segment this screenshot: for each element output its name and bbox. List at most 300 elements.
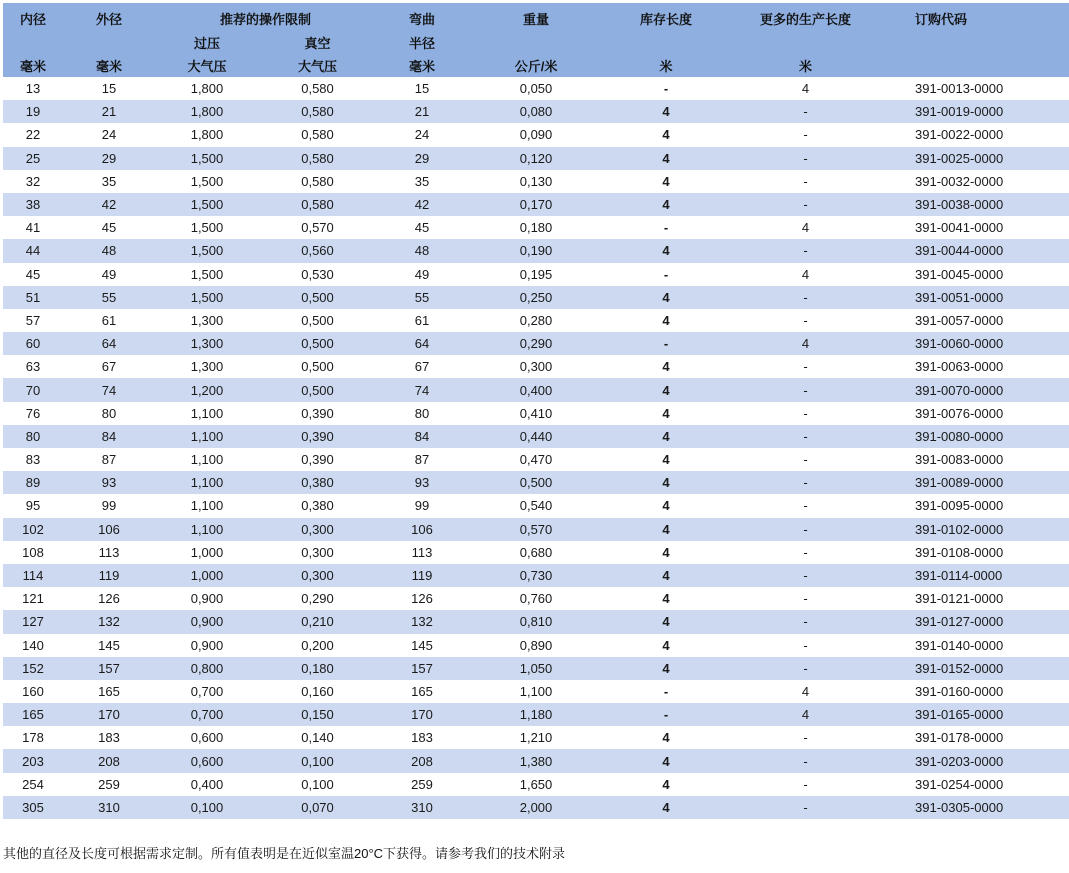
cell-order-code: 391-0045-0000 (915, 266, 1004, 282)
unit-inner-diameter: 毫米 (19, 58, 46, 74)
cell-vacuum: 0,300 (301, 568, 334, 584)
cell-stock-length: 4 (662, 127, 670, 143)
cell-inner-diameter: 254 (22, 776, 44, 792)
cell-stock-length: 4 (662, 637, 670, 653)
cell-inner-diameter: 165 (22, 707, 44, 723)
table-row (3, 332, 1069, 355)
unit-outer-diameter: 毫米 (95, 58, 122, 74)
cell-outer-diameter: 48 (101, 243, 117, 259)
table-row (3, 147, 1069, 170)
cell-order-code: 391-0080-0000 (915, 428, 1004, 444)
cell-order-code: 391-0070-0000 (915, 382, 1004, 398)
cell-outer-diameter: 170 (98, 707, 120, 723)
header-more-length: 更多的生产长度 (760, 12, 852, 27)
cell-vacuum: 0,070 (301, 799, 334, 815)
cell-stock-length: - (663, 266, 669, 282)
table-row (3, 239, 1069, 262)
cell-inner-diameter: 102 (22, 521, 44, 537)
cell-order-code: 391-0095-0000 (915, 498, 1004, 514)
header-units-row (3, 53, 1069, 77)
cell-weight: 0,180 (519, 220, 553, 236)
unit-bend: 毫米 (409, 58, 436, 74)
cell-over-pressure: 0,900 (190, 614, 224, 630)
cell-bend-radius: 21 (414, 104, 430, 120)
cell-inner-diameter: 45 (25, 266, 41, 282)
cell-weight: 0,810 (519, 614, 553, 630)
cell-over-pressure: 1,800 (190, 81, 224, 97)
table-row (3, 355, 1069, 378)
header-outer-diameter: 外径 (95, 12, 122, 27)
table-row (3, 193, 1069, 216)
cell-weight: 0,190 (519, 243, 553, 259)
cell-outer-diameter: 61 (101, 312, 117, 328)
table-row (3, 680, 1069, 703)
cell-stock-length: 4 (662, 359, 670, 375)
cell-inner-diameter: 60 (25, 336, 41, 352)
cell-more-length: - (803, 521, 808, 537)
cell-stock-length: 4 (662, 544, 670, 560)
cell-more-length: - (803, 382, 808, 398)
cell-vacuum: 0,380 (301, 475, 334, 491)
cell-inner-diameter: 57 (25, 312, 41, 328)
cell-stock-length: 4 (662, 197, 670, 213)
cell-over-pressure: 0,400 (190, 776, 224, 792)
cell-outer-diameter: 21 (101, 104, 117, 120)
cell-stock-length: - (663, 683, 669, 699)
cell-vacuum: 0,390 (301, 428, 334, 444)
table-row (3, 309, 1069, 332)
cell-more-length: - (803, 568, 808, 584)
cell-bend-radius: 80 (414, 405, 430, 421)
cell-more-length: - (803, 498, 808, 514)
cell-order-code: 391-0032-0000 (915, 173, 1004, 189)
cell-vacuum: 0,200 (301, 637, 334, 653)
cell-over-pressure: 1,800 (190, 104, 224, 120)
hose-spec-table (3, 3, 1069, 819)
table-row (3, 796, 1069, 819)
cell-over-pressure: 1,100 (190, 428, 224, 444)
cell-stock-length: 4 (662, 660, 670, 676)
cell-order-code: 391-0165-0000 (915, 707, 1004, 723)
cell-vacuum: 0,580 (301, 104, 334, 120)
cell-weight: 0,170 (519, 197, 553, 213)
cell-bend-radius: 157 (411, 660, 433, 676)
cell-more-length: 4 (801, 266, 810, 282)
cell-over-pressure: 1,800 (190, 127, 224, 143)
cell-inner-diameter: 127 (22, 614, 44, 630)
cell-vacuum: 0,580 (301, 173, 334, 189)
cell-inner-diameter: 13 (25, 81, 41, 97)
cell-bend-radius: 64 (414, 336, 430, 352)
cell-weight: 0,290 (519, 336, 553, 352)
table-row (3, 471, 1069, 494)
cell-outer-diameter: 45 (101, 220, 117, 236)
cell-more-length: - (803, 150, 808, 166)
header-operating-limits: 推荐的操作限制 (220, 12, 312, 27)
header-row-1 (3, 3, 1069, 31)
cell-stock-length: 4 (662, 243, 670, 259)
cell-inner-diameter: 51 (25, 289, 41, 305)
cell-bend-radius: 126 (411, 591, 433, 607)
table-row (3, 518, 1069, 541)
cell-weight: 0,130 (519, 173, 553, 189)
cell-outer-diameter: 55 (101, 289, 117, 305)
table-row (3, 286, 1069, 309)
cell-outer-diameter: 208 (98, 753, 120, 769)
cell-over-pressure: 1,500 (190, 220, 224, 236)
cell-more-length: - (803, 776, 808, 792)
header-row-2 (3, 31, 1069, 53)
cell-bend-radius: 259 (411, 776, 433, 792)
cell-outer-diameter: 67 (101, 359, 117, 375)
cell-vacuum: 0,500 (301, 336, 334, 352)
cell-stock-length: 4 (662, 753, 670, 769)
cell-vacuum: 0,150 (301, 707, 334, 723)
cell-weight: 0,570 (519, 521, 553, 537)
table-row (3, 564, 1069, 587)
cell-more-length: - (803, 475, 808, 491)
table-row (3, 123, 1069, 146)
cell-outer-diameter: 106 (98, 521, 120, 537)
cell-more-length: - (803, 452, 808, 468)
cell-bend-radius: 99 (414, 498, 430, 514)
cell-stock-length: 4 (662, 104, 670, 120)
cell-over-pressure: 0,900 (190, 637, 224, 653)
cell-outer-diameter: 165 (98, 683, 120, 699)
cell-order-code: 391-0076-0000 (915, 405, 1004, 421)
cell-inner-diameter: 76 (25, 405, 41, 421)
cell-outer-diameter: 132 (98, 614, 120, 630)
cell-inner-diameter: 89 (25, 475, 41, 491)
cell-inner-diameter: 32 (25, 173, 41, 189)
header-inner-diameter: 内径 (19, 12, 46, 27)
header-bend-bottom: 半径 (409, 35, 436, 51)
cell-order-code: 391-0083-0000 (915, 452, 1004, 468)
cell-bend-radius: 48 (414, 243, 430, 259)
cell-vacuum: 0,300 (301, 544, 334, 560)
cell-outer-diameter: 183 (98, 730, 120, 746)
cell-more-length: - (803, 359, 808, 375)
cell-inner-diameter: 19 (25, 104, 41, 120)
cell-order-code: 391-0152-0000 (915, 660, 1004, 676)
cell-vacuum: 0,580 (301, 150, 334, 166)
cell-outer-diameter: 42 (101, 197, 117, 213)
cell-weight: 2,000 (519, 799, 553, 815)
cell-bend-radius: 24 (414, 127, 430, 143)
cell-stock-length: 4 (662, 475, 670, 491)
cell-inner-diameter: 178 (22, 730, 44, 746)
cell-stock-length: 4 (662, 405, 670, 421)
cell-order-code: 391-0041-0000 (915, 220, 1004, 236)
table-row (3, 216, 1069, 239)
table-row (3, 610, 1069, 633)
cell-outer-diameter: 145 (98, 637, 120, 653)
cell-outer-diameter: 310 (98, 799, 120, 815)
cell-order-code: 391-0102-0000 (915, 521, 1004, 537)
cell-bend-radius: 42 (414, 197, 430, 213)
cell-weight: 0,120 (519, 150, 553, 166)
cell-vacuum: 0,570 (301, 220, 334, 236)
cell-bend-radius: 93 (414, 475, 430, 491)
cell-inner-diameter: 114 (22, 568, 44, 584)
cell-bend-radius: 310 (411, 799, 433, 815)
cell-order-code: 391-0114-0000 (915, 568, 1003, 584)
cell-vacuum: 0,290 (301, 591, 334, 607)
table-row (3, 494, 1069, 517)
cell-order-code: 391-0203-0000 (915, 753, 1004, 769)
cell-weight: 0,730 (519, 568, 553, 584)
cell-bend-radius: 74 (414, 382, 430, 398)
cell-order-code: 391-0127-0000 (915, 614, 1004, 630)
table-row (3, 703, 1069, 726)
cell-order-code: 391-0025-0000 (915, 150, 1004, 166)
table-row (3, 773, 1069, 796)
cell-weight: 0,400 (519, 382, 553, 398)
cell-over-pressure: 1,300 (190, 359, 224, 375)
cell-weight: 0,195 (519, 266, 553, 282)
cell-more-length: 4 (801, 81, 810, 97)
cell-weight: 0,410 (519, 405, 553, 421)
cell-outer-diameter: 49 (101, 266, 117, 282)
cell-vacuum: 0,300 (301, 521, 334, 537)
header-vacuum: 真空 (304, 35, 331, 51)
table-row (3, 378, 1069, 401)
cell-over-pressure: 0,600 (190, 730, 224, 746)
cell-inner-diameter: 160 (22, 683, 44, 699)
cell-over-pressure: 1,100 (190, 498, 224, 514)
cell-more-length: 4 (801, 707, 810, 723)
table-body (3, 77, 1069, 819)
cell-vacuum: 0,390 (301, 452, 334, 468)
cell-bend-radius: 208 (411, 753, 433, 769)
cell-outer-diameter: 87 (101, 452, 117, 468)
cell-stock-length: 4 (662, 312, 670, 328)
cell-vacuum: 0,390 (301, 405, 334, 421)
cell-bend-radius: 35 (414, 173, 430, 189)
cell-weight: 0,500 (519, 475, 553, 491)
table-row (3, 541, 1069, 564)
cell-order-code: 391-0089-0000 (915, 475, 1004, 491)
cell-order-code: 391-0140-0000 (915, 637, 1004, 653)
cell-more-length: 4 (801, 336, 810, 352)
cell-inner-diameter: 70 (25, 382, 41, 398)
table-row (3, 100, 1069, 123)
table-row (3, 587, 1069, 610)
cell-vacuum: 0,500 (301, 289, 334, 305)
cell-more-length: - (803, 197, 808, 213)
table-row (3, 657, 1069, 680)
cell-outer-diameter: 157 (98, 660, 120, 676)
cell-over-pressure: 1,100 (190, 405, 224, 421)
cell-over-pressure: 1,100 (190, 521, 224, 537)
cell-outer-diameter: 35 (101, 173, 117, 189)
cell-outer-diameter: 29 (101, 150, 117, 166)
cell-more-length: - (803, 730, 808, 746)
cell-weight: 0,300 (519, 359, 553, 375)
cell-order-code: 391-0013-0000 (915, 81, 1004, 97)
cell-over-pressure: 1,100 (190, 452, 224, 468)
cell-over-pressure: 0,900 (190, 591, 224, 607)
cell-order-code: 391-0063-0000 (915, 359, 1004, 375)
cell-more-length: - (803, 243, 808, 259)
cell-vacuum: 0,380 (301, 498, 334, 514)
header-over-pressure: 过压 (193, 35, 220, 51)
cell-outer-diameter: 119 (98, 568, 120, 584)
cell-over-pressure: 0,600 (190, 753, 224, 769)
cell-bend-radius: 87 (414, 452, 430, 468)
unit-more-length: 米 (799, 58, 813, 74)
cell-inner-diameter: 41 (25, 220, 41, 236)
cell-over-pressure: 0,100 (190, 799, 224, 815)
table-row (3, 634, 1069, 657)
cell-order-code: 391-0254-0000 (915, 776, 1004, 792)
cell-outer-diameter: 74 (101, 382, 117, 398)
cell-inner-diameter: 140 (22, 637, 44, 653)
cell-vacuum: 0,100 (301, 776, 334, 792)
header-stock-length: 库存长度 (640, 12, 693, 27)
cell-stock-length: - (663, 220, 669, 236)
cell-inner-diameter: 25 (25, 150, 41, 166)
cell-vacuum: 0,500 (301, 382, 334, 398)
cell-stock-length: - (663, 81, 669, 97)
cell-more-length: - (803, 799, 808, 815)
cell-outer-diameter: 24 (101, 127, 117, 143)
cell-inner-diameter: 305 (22, 799, 44, 815)
cell-order-code: 391-0044-0000 (915, 243, 1004, 259)
cell-weight: 0,440 (519, 428, 553, 444)
cell-weight: 1,100 (519, 683, 553, 699)
cell-bend-radius: 61 (414, 312, 430, 328)
table-header (3, 3, 1069, 77)
cell-stock-length: 4 (662, 173, 670, 189)
cell-over-pressure: 1,500 (190, 266, 224, 282)
cell-vacuum: 0,580 (301, 197, 334, 213)
cell-outer-diameter: 113 (98, 544, 120, 560)
cell-vacuum: 0,100 (301, 753, 334, 769)
cell-vacuum: 0,210 (301, 614, 334, 630)
cell-bend-radius: 106 (411, 521, 433, 537)
cell-over-pressure: 1,500 (190, 150, 224, 166)
cell-weight: 0,540 (519, 498, 553, 514)
cell-more-length: - (803, 104, 808, 120)
cell-weight: 0,680 (519, 544, 553, 560)
cell-inner-diameter: 63 (25, 359, 41, 375)
cell-over-pressure: 1,500 (190, 289, 224, 305)
cell-bend-radius: 119 (411, 568, 433, 584)
cell-weight: 1,650 (519, 776, 553, 792)
cell-more-length: - (803, 591, 808, 607)
cell-stock-length: 4 (662, 382, 670, 398)
cell-bend-radius: 15 (414, 81, 430, 97)
cell-vacuum: 0,580 (301, 127, 334, 143)
cell-bend-radius: 132 (411, 614, 433, 630)
cell-order-code: 391-0305-0000 (915, 799, 1004, 815)
cell-inner-diameter: 22 (25, 127, 41, 143)
cell-bend-radius: 29 (414, 150, 430, 166)
table-row (3, 170, 1069, 193)
unit-vacuum: 大气压 (298, 58, 338, 74)
cell-more-length: - (803, 405, 808, 421)
cell-vacuum: 0,560 (301, 243, 334, 259)
cell-stock-length: 4 (662, 428, 670, 444)
cell-weight: 1,050 (519, 660, 553, 676)
cell-inner-diameter: 38 (25, 197, 41, 213)
footnote: 其他的直径及长度可根据需求定制。所有值表明是在近似室温20°C下获得。请参考我们的技术附录 (3, 846, 566, 861)
cell-more-length: 4 (801, 683, 810, 699)
table-row (3, 425, 1069, 448)
cell-weight: 0,280 (519, 312, 553, 328)
cell-more-length: - (803, 660, 808, 676)
cell-over-pressure: 1,500 (190, 173, 224, 189)
cell-outer-diameter: 126 (98, 591, 120, 607)
cell-weight: 0,760 (519, 591, 553, 607)
cell-over-pressure: 1,000 (190, 544, 224, 560)
table-row (3, 749, 1069, 772)
cell-bend-radius: 113 (411, 544, 433, 560)
cell-over-pressure: 1,100 (190, 475, 224, 491)
cell-bend-radius: 49 (414, 266, 430, 282)
cell-stock-length: 4 (662, 799, 670, 815)
cell-bend-radius: 67 (414, 359, 430, 375)
cell-bend-radius: 45 (414, 220, 430, 236)
cell-vacuum: 0,500 (301, 359, 334, 375)
cell-inner-diameter: 108 (22, 544, 44, 560)
cell-outer-diameter: 259 (98, 776, 120, 792)
cell-stock-length: 4 (662, 614, 670, 630)
cell-order-code: 391-0108-0000 (915, 544, 1004, 560)
cell-outer-diameter: 80 (101, 405, 117, 421)
cell-weight: 0,890 (519, 637, 553, 653)
cell-more-length: - (803, 428, 808, 444)
cell-order-code: 391-0160-0000 (915, 683, 1004, 699)
cell-outer-diameter: 64 (101, 336, 117, 352)
cell-vacuum: 0,500 (301, 312, 334, 328)
cell-vacuum: 0,140 (301, 730, 334, 746)
cell-more-length: - (803, 753, 808, 769)
cell-over-pressure: 1,500 (190, 197, 224, 213)
cell-stock-length: - (663, 707, 669, 723)
header-weight: 重量 (523, 12, 550, 27)
cell-outer-diameter: 15 (101, 81, 117, 97)
cell-weight: 1,180 (519, 707, 553, 723)
cell-bend-radius: 145 (411, 637, 433, 653)
cell-weight: 1,380 (519, 753, 553, 769)
cell-inner-diameter: 152 (22, 660, 44, 676)
cell-stock-length: 4 (662, 521, 670, 537)
cell-more-length: 4 (801, 220, 810, 236)
header-order-code: 订购代码 (915, 12, 968, 27)
cell-stock-length: 4 (662, 289, 670, 305)
cell-weight: 0,090 (519, 127, 553, 143)
cell-vacuum: 0,160 (301, 683, 334, 699)
cell-vacuum: 0,580 (301, 81, 334, 97)
header-bend-top: 弯曲 (409, 12, 436, 27)
cell-over-pressure: 0,700 (190, 683, 224, 699)
cell-over-pressure: 1,300 (190, 312, 224, 328)
cell-inner-diameter: 95 (25, 498, 41, 514)
cell-over-pressure: 1,500 (190, 243, 224, 259)
table-row (3, 448, 1069, 471)
cell-stock-length: 4 (662, 568, 670, 584)
unit-weight: 公斤/米 (514, 58, 558, 74)
cell-more-length: - (803, 127, 808, 143)
cell-order-code: 391-0051-0000 (915, 289, 1004, 305)
cell-bend-radius: 55 (414, 289, 430, 305)
unit-stock-length: 米 (659, 58, 673, 74)
unit-over-pressure: 大气压 (187, 58, 227, 74)
cell-weight: 0,080 (519, 104, 553, 120)
cell-more-length: - (803, 289, 808, 305)
